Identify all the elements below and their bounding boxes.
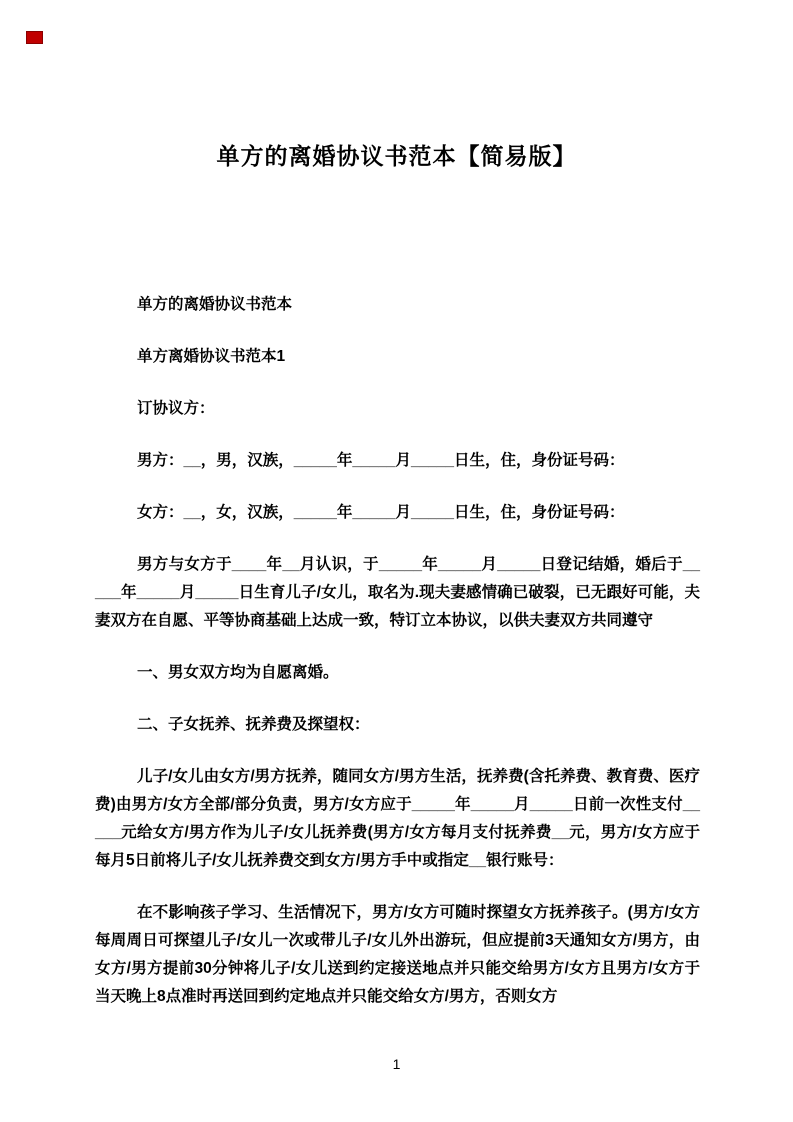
document-title: 单方的离婚协议书范本【简易版】 (216, 143, 577, 169)
paragraph-parties-label: 订协议方： (137, 400, 215, 417)
paragraph-visitation-terms: 在不影响孩子学习、生活情况下，男方/女方可随时探望女方抚养孩子。(男方/女方每周周日可探望儿子/女儿一次或带儿子/女儿外出游玩，但应提前3天通知女方/男方，由女方/男方提前30分钟将儿子/女儿送到约定接送地点并只能交给男方/女方且男方/女方于当天晚上8点准时再送回到约定地点并只能交给女方/男方，否则女方 (95, 904, 700, 1005)
paragraph-wife-info: 女方：__，女，汉族，_____年_____月_____日生，住，身份证号码： (137, 504, 625, 521)
red-corner-mark (26, 31, 43, 44)
paragraph-subtitle-numbered: 单方离婚协议书范本1 (137, 348, 286, 365)
paragraph-clause-one: 一、男女双方均为自愿离婚。 (137, 664, 339, 681)
page-number: 1 (392, 1056, 401, 1072)
paragraph-husband-info: 男方：__，男，汉族，_____年_____月_____日生，住，身份证号码： (137, 452, 625, 469)
paragraph-clause-two-heading: 二、子女抚养、抚养费及探望权： (137, 716, 370, 733)
paragraph-subtitle: 单方的离婚协议书范本 (137, 296, 293, 313)
paragraph-marriage-history: 男方与女方于____年__月认识，于_____年_____月_____日登记结婚，婚后于_____年_____月_____日生育儿子/女儿，取名为.现夫妻感情确已破裂，已无跟好可能，夫妻双方在自愿、平等协商基础上达成一致，特订立本协议，以供夫妻双方共同遵守 (95, 556, 700, 629)
paragraph-custody-terms: 儿子/女儿由女方/男方抚养，随同女方/男方生活，抚养费(含托养费、教育费、医疗费)由男方/女方全部/部分负责，男方/女方应于_____年_____月_____日前一次性支付_____元给女方/男方作为儿子/女儿抚养费(男方/女方每月支付抚养费__元，男方/女方应于每月5日前将儿子/女儿抚养费交到女方/男方手中或指定__银行账号： (95, 768, 700, 869)
document-body (95, 291, 700, 1011)
